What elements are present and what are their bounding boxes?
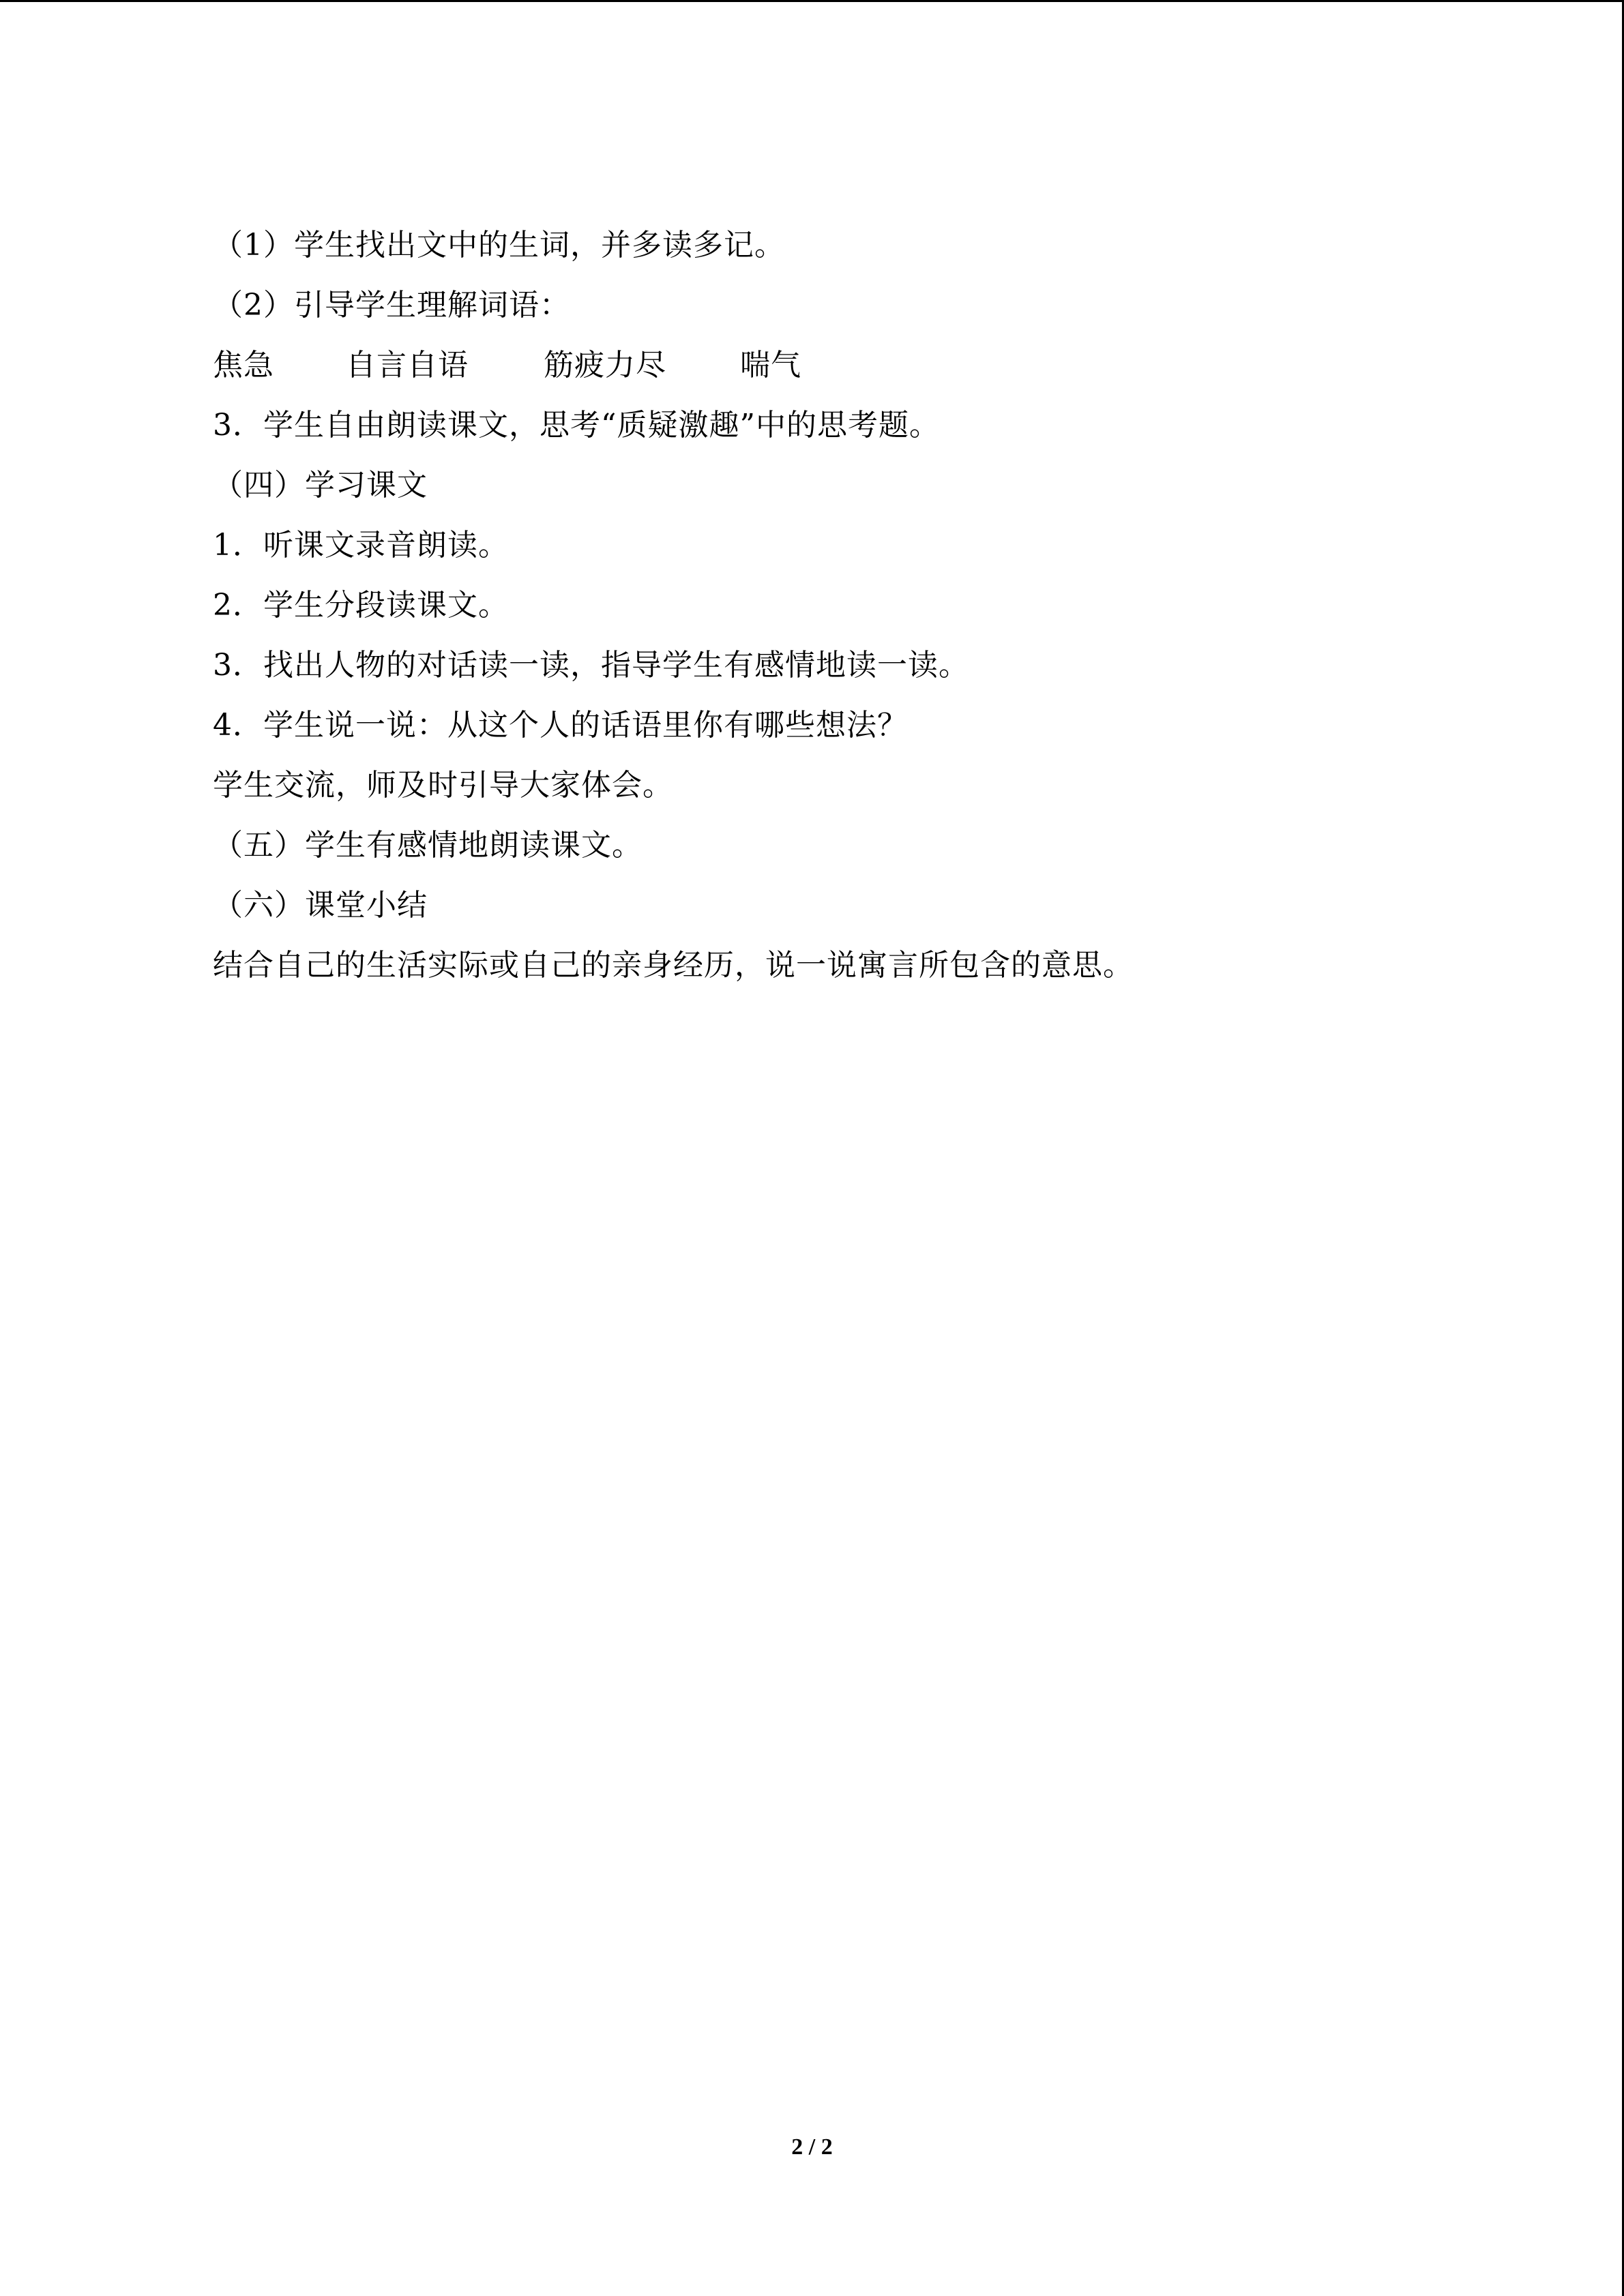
section-heading: （四）学习课文 [213,468,428,503]
section-heading: （五）学生有感情地朗读课文。 [213,828,643,863]
text-line: （2）引导学生理解词语： [213,288,570,323]
text-line: 学生交流，师及时引导大家体会。 [213,768,673,803]
section-heading: （六）课堂小结 [213,888,428,923]
text-line: 3．学生自由朗读课文，思考“质疑激趣”中的思考题。 [213,408,940,443]
page-number: 2 / 2 [791,2134,833,2160]
page-top-border [0,0,1624,2]
document-body [213,215,1509,996]
text-line: 结合自己的生活实际或自己的亲身经历，说一说寓言所包含的意思。 [213,948,1134,983]
vocab-word: 喘气 [740,348,801,383]
text-line: 3．找出人物的对话读一读，指导学生有感情地读一读。 [213,648,969,683]
text-line: 2．学生分段读课文。 [213,588,509,623]
text-line: 4．学生说一说：从这个人的话语里你有哪些想法？ [213,708,908,743]
vocab-list [213,336,1509,396]
text-line: （1）学生找出文中的生词，并多读多记。 [213,228,785,263]
vocab-word: 自言自语 [346,348,469,383]
vocab-word: 焦急 [213,348,274,383]
text-line: 1．听课文录音朗读。 [213,528,509,563]
vocab-word: 筋疲力尽 [544,348,666,383]
